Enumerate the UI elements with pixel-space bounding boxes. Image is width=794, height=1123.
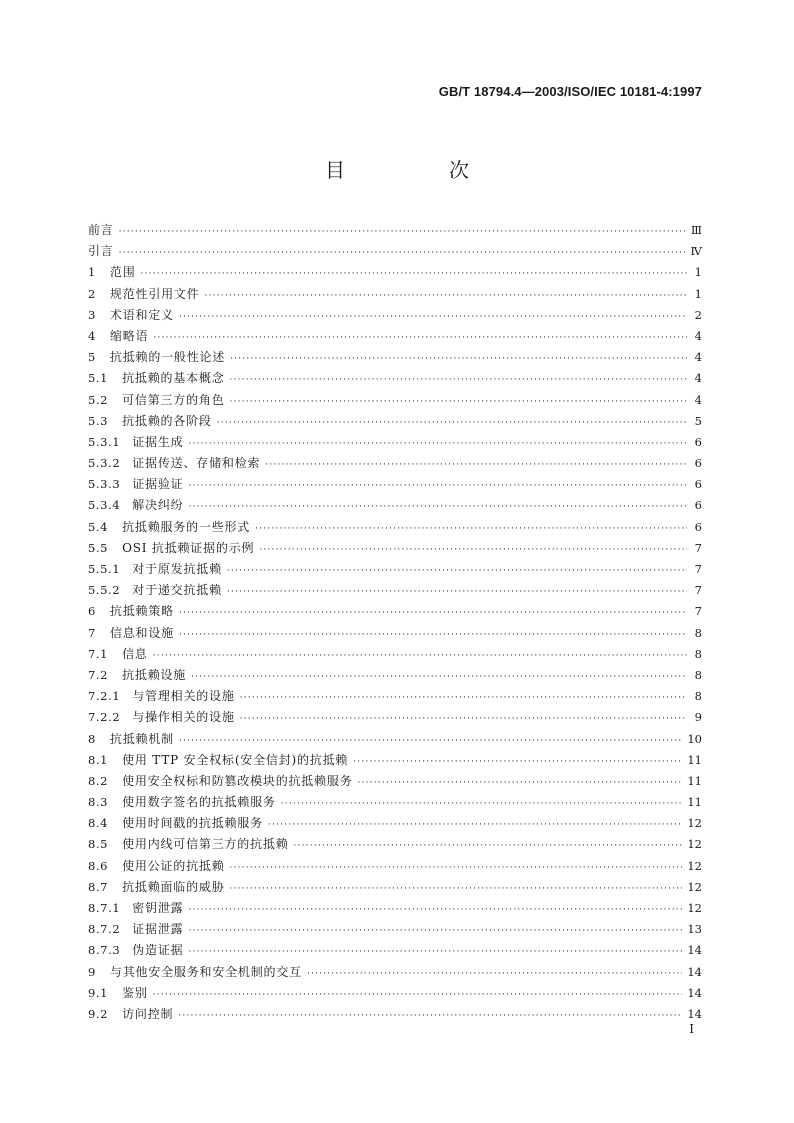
toc-entry-number: 7.2.1 (88, 689, 121, 704)
toc-entry-page: 14 (687, 985, 702, 1000)
toc-entry-page: 14 (687, 964, 702, 979)
toc-leader-dots (179, 603, 687, 624)
toc-leader-dots (227, 582, 687, 603)
toc-entry[interactable] (88, 750, 702, 771)
toc-entry[interactable] (88, 834, 702, 855)
toc-entry-title: 信息 (122, 646, 148, 661)
toc-entry[interactable] (88, 580, 702, 601)
toc-entry[interactable] (88, 792, 702, 813)
toc-entry-page: 12 (687, 858, 702, 873)
toc-entry-number: 8.6 (88, 858, 109, 873)
toc-entry-title: 抗抵赖设施 (122, 667, 187, 682)
toc-entry[interactable] (88, 262, 702, 283)
toc-entry-title: 使用时间戳的抗抵赖服务 (122, 816, 263, 831)
toc-entry-page: 6 (694, 498, 702, 513)
toc-entry[interactable] (88, 305, 702, 326)
toc-entry[interactable] (88, 368, 702, 389)
toc-leader-dots (240, 688, 687, 709)
page-title: 目 次 (325, 158, 511, 182)
toc-entry-title: 伪造证据 (132, 943, 184, 958)
toc-entry-title: 范围 (109, 265, 136, 280)
toc-entry[interactable] (88, 1004, 702, 1025)
toc-entry-page: 7 (694, 604, 702, 619)
toc-entry[interactable] (88, 432, 702, 453)
toc-entry-title: 对于原发抗抵赖 (132, 562, 222, 576)
toc-entry[interactable] (88, 411, 702, 432)
toc-entry-page: 4 (694, 328, 702, 343)
toc-entry-title: 抗抵赖机制 (109, 731, 174, 746)
toc-entry-page: 4 (694, 371, 702, 386)
toc-entry-title: 使用内线可信第三方的抗抵赖 (122, 837, 289, 852)
toc-entry-title: 鉴别 (122, 985, 148, 1000)
toc-entry-title: 抗抵赖的一般性论述 (109, 350, 226, 365)
toc-entry-title: 抗抵赖面临的威胁 (122, 879, 225, 894)
toc-entry-page: 1 (694, 286, 702, 301)
toc-entry-page: 8 (694, 689, 702, 704)
toc-leader-dots (240, 709, 687, 730)
toc-leader-dots (255, 519, 687, 540)
toc-entry-number: 5.2 (88, 392, 109, 407)
toc-leader-dots (307, 964, 682, 985)
toc-leader-dots (188, 921, 682, 942)
toc-leader-dots (178, 1006, 682, 1027)
toc-entry[interactable] (88, 347, 702, 368)
toc-leader-dots (353, 752, 682, 773)
toc-entry-page: Ⅲ (690, 223, 702, 237)
toc-entry-page: 6 (694, 456, 702, 471)
toc-entry-title: 可信第三方的角色 (122, 392, 225, 407)
toc-leader-dots (230, 349, 687, 370)
toc-entry[interactable] (88, 813, 702, 834)
toc-entry-page: 8 (694, 646, 702, 661)
toc-entry-number: 7.1 (88, 646, 109, 661)
toc-entry[interactable] (88, 771, 702, 792)
toc-entry[interactable] (88, 856, 702, 877)
toc-leader-dots (294, 836, 683, 857)
toc-entry-number: 5.5 (88, 540, 109, 555)
toc-entry-title: OSI 抗抵赖证据的示例 (122, 540, 255, 555)
toc-entry-number: 8.7 (88, 879, 109, 894)
toc-entry-number: 8.7.3 (88, 943, 121, 958)
toc-leader-dots (281, 794, 683, 815)
toc-entry-title: 抗抵赖策略 (109, 604, 174, 619)
toc-entry-number: 3 (88, 307, 96, 322)
toc-entry[interactable] (88, 453, 702, 474)
toc-entry-number: 9.2 (88, 1006, 109, 1021)
toc-entry-title: 证据验证 (132, 477, 184, 492)
toc-entry-number: 8.5 (88, 837, 109, 852)
toc-entry-number: 5 (88, 350, 96, 365)
toc-entry-number: 9.1 (88, 985, 109, 1000)
toc-entry[interactable] (88, 983, 702, 1004)
toc-leader-dots (217, 413, 687, 434)
toc-entry[interactable] (88, 474, 702, 495)
toc-entry-page: 8 (694, 667, 702, 682)
toc-entry-number: 5.5.2 (88, 583, 121, 598)
toc-leader-dots (230, 370, 688, 391)
toc-entry-page: 9 (694, 710, 702, 725)
toc-entry-page: 7 (694, 583, 702, 598)
toc-entry-number: 8.1 (88, 752, 109, 767)
toc-entry[interactable] (88, 284, 702, 305)
toc-entry-number: 5.4 (88, 519, 109, 534)
toc-entry-page: 1 (694, 265, 702, 280)
toc-entry-number: 6 (88, 604, 96, 619)
toc-entry-number: 5.1 (88, 371, 109, 386)
toc-leader-dots (188, 476, 687, 497)
toc-leader-dots (153, 985, 683, 1006)
toc-entry-page: 13 (687, 922, 702, 937)
toc-leader-dots (230, 879, 683, 900)
toc-entry[interactable] (88, 559, 702, 580)
toc-entry[interactable] (88, 390, 702, 411)
toc-leader-dots (191, 667, 687, 688)
toc-entry-page: 7 (694, 562, 702, 576)
toc-entry-number: 7.2 (88, 667, 109, 682)
toc-entry-number: 5.3.3 (88, 477, 121, 492)
toc-leader-dots (153, 646, 687, 667)
toc-entry-page: 14 (687, 943, 702, 958)
toc-entry-title: 使用安全权标和防篡改模块的抗抵赖服务 (122, 773, 353, 788)
toc-entry-number: 5.5.1 (88, 562, 121, 576)
toc-entry[interactable] (88, 665, 702, 686)
toc-entry-title: 规范性引用文件 (109, 286, 200, 301)
toc-entry-number: 8 (88, 731, 96, 746)
toc-entry-number: 8.7.1 (88, 901, 121, 915)
toc-entry-title: 使用公证的抗抵赖 (122, 858, 225, 873)
toc-entry-page: 14 (687, 1006, 702, 1021)
toc-entry[interactable] (88, 220, 702, 241)
toc-entry-page: 6 (694, 434, 702, 449)
toc-entry-page: 5 (694, 413, 702, 428)
toc-entry-number: 5.3 (88, 413, 109, 428)
standard-code-header: GB/T 18794.4—2003/ISO/IEC 10181-4:1997 (438, 84, 702, 99)
toc-entry-title: 证据泄露 (132, 922, 184, 937)
toc-entry[interactable] (88, 644, 702, 665)
toc-entry[interactable] (88, 326, 702, 347)
toc-leader-dots (188, 434, 687, 455)
toc-entry-title: 前言 (88, 223, 114, 237)
toc-leader-dots (179, 625, 687, 646)
toc-entry-page: 4 (694, 392, 702, 407)
toc-entry[interactable] (88, 241, 702, 262)
toc-entry-page: Ⅳ (690, 244, 702, 259)
toc-leader-dots (119, 243, 686, 264)
toc-entry-page: 8 (694, 625, 702, 640)
toc-entry-number: 5.3.1 (88, 434, 121, 449)
toc-entry-title: 术语和定义 (109, 307, 174, 322)
toc-entry-page: 12 (687, 837, 702, 852)
toc-entry-title: 与操作相关的设施 (132, 710, 235, 725)
toc-entry[interactable] (88, 898, 702, 919)
toc-entry[interactable] (88, 940, 702, 961)
toc-leader-dots (265, 455, 687, 476)
toc-leader-dots (119, 222, 686, 243)
toc-leader-dots (205, 286, 687, 307)
toc-entry-title: 缩略语 (109, 328, 149, 343)
toc-entry-page: 11 (687, 795, 702, 810)
toc-entry[interactable] (88, 729, 702, 750)
toc-entry-page: 4 (694, 350, 702, 365)
toc-leader-dots (141, 264, 687, 285)
toc-entry-title: 证据传送、存储和检索 (132, 456, 261, 471)
toc-entry-number: 8.7.2 (88, 922, 121, 937)
toc-entry-page: 12 (687, 879, 702, 894)
toc-entry[interactable] (88, 517, 702, 538)
toc-entry-title: 访问控制 (122, 1006, 174, 1021)
toc-entry[interactable] (88, 601, 702, 622)
toc-entry-title: 与其他安全服务和安全机制的交互 (109, 964, 302, 979)
toc-entry-number: 9 (88, 964, 96, 979)
toc-entry[interactable] (88, 919, 702, 940)
toc-entry-number: 5.3.2 (88, 456, 121, 471)
toc-entry-page: 2 (694, 307, 702, 322)
toc-leader-dots (268, 815, 682, 836)
toc-leader-dots (188, 900, 682, 921)
toc-leader-dots (230, 858, 683, 879)
toc-entry-number: 7 (88, 625, 96, 640)
toc-entry-title: 抗抵赖的基本概念 (122, 371, 225, 386)
toc-entry-title: 抗抵赖服务的一些形式 (122, 519, 251, 534)
toc-entry-number: 5.3.4 (88, 498, 121, 513)
toc-entry[interactable] (88, 962, 702, 983)
toc-entry-title: 使用数字签名的抗抵赖服务 (122, 795, 276, 810)
toc-entry-title: 引言 (88, 244, 114, 259)
toc-entry-title: 信息和设施 (109, 625, 174, 640)
toc-entry-title: 密钥泄露 (132, 901, 184, 915)
toc-entry[interactable] (88, 686, 702, 707)
toc-leader-dots (188, 942, 682, 963)
toc-leader-dots (358, 773, 683, 794)
toc-entry[interactable] (88, 877, 702, 898)
toc-entry-page: 11 (687, 773, 702, 788)
toc-entry[interactable] (88, 538, 702, 559)
toc-entry-title: 对于递交抗抵赖 (132, 583, 222, 598)
toc-entry-number: 8.3 (88, 795, 109, 810)
toc-leader-dots (259, 540, 687, 561)
toc-entry-number: 8.2 (88, 773, 109, 788)
toc-entry-title: 使用 TTP 安全权标(安全信封)的抗抵赖 (122, 752, 349, 767)
toc-entry-page: 7 (694, 540, 702, 555)
toc-entry-title: 抗抵赖的各阶段 (122, 413, 212, 428)
toc-entry-page: 6 (694, 519, 702, 534)
toc-entry-page: 12 (687, 901, 702, 915)
table-of-contents (88, 220, 702, 1025)
toc-entry-title: 解决纠纷 (132, 498, 184, 513)
toc-entry[interactable] (88, 495, 702, 516)
toc-entry-page: 11 (687, 752, 702, 767)
toc-entry-number: 7.2.2 (88, 710, 121, 725)
toc-entry-title: 与管理相关的设施 (132, 689, 235, 704)
toc-entry-number: 2 (88, 286, 96, 301)
toc-leader-dots (230, 392, 688, 413)
toc-entry[interactable] (88, 623, 702, 644)
page-number: I (689, 1022, 694, 1036)
toc-entry[interactable] (88, 707, 702, 728)
toc-leader-dots (179, 307, 687, 328)
toc-entry-number: 4 (88, 328, 96, 343)
toc-leader-dots (227, 561, 687, 582)
toc-leader-dots (188, 497, 687, 518)
toc-entry-number: 1 (88, 265, 96, 280)
toc-leader-dots (179, 731, 682, 752)
toc-entry-title: 证据生成 (132, 434, 184, 449)
toc-leader-dots (153, 328, 687, 349)
toc-entry-page: 10 (687, 731, 702, 746)
toc-entry-number: 8.4 (88, 816, 109, 831)
toc-entry-page: 12 (687, 816, 702, 831)
toc-entry-page: 6 (694, 477, 702, 492)
